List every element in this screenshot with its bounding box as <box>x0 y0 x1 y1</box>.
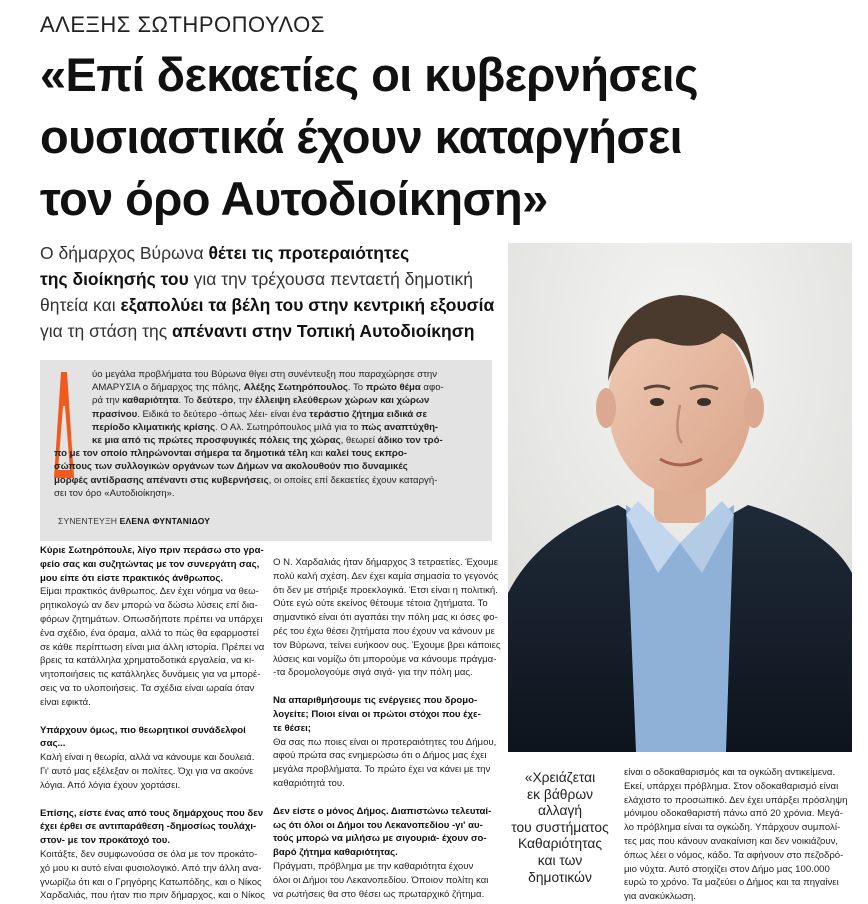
question-line: έχει έρθει σε αντιπαράθεση -δημοσίως τουλάχι- <box>40 821 257 833</box>
answer-line: Πράγματι, πρόβλημα με την καθαριότητα έχουν <box>273 860 474 872</box>
answer-line: Χαρδαλιάς, που ήταν πιο πριν δήμαρχος, και ο Νίκος <box>40 890 265 902</box>
bold-run: άδικο τον τρό- <box>377 435 443 447</box>
question-line: τε θέσει; <box>273 722 311 734</box>
question-line: Να απαριθμήσουμε τις ενέργειες που δρομο- <box>273 695 478 707</box>
intro-line <box>92 368 484 381</box>
intro-line <box>54 474 484 487</box>
text-run: θητεία και <box>40 295 121 315</box>
paragraph-gap <box>273 791 495 805</box>
text-run: . Ο Αλ. Σωτηρόπουλος μιλά για το <box>215 421 362 433</box>
bold-run: της διοίκησής του <box>40 269 189 289</box>
article-column-2 <box>273 556 501 901</box>
pull-quote-line: και των <box>537 852 583 868</box>
answer-line: -τα δρομολογούμε σιγά σιγά- για την πόλη μας. <box>273 667 473 679</box>
answer-line: τον Βύρωνα, τείνει ευήκοον ους. Έχουμε βρει κάποιες <box>273 639 501 651</box>
bold-run: εξαπολύει τα βέλη του στην κεντρική εξουσία <box>120 295 495 315</box>
answer-line: λο πρόβλημα είναι τα ογκώδη. Υπάρχουν συμπολί- <box>624 822 841 834</box>
answer-line: ρητικολογώ αν δεν μπορώ να δώσω λύσεις επί δια- <box>40 600 258 612</box>
answer-line: είναι εφικτά. <box>40 696 91 708</box>
pull-quote-line: δημοτικών <box>528 869 592 885</box>
question-line: σας... <box>40 738 66 750</box>
text-run: ρά την <box>92 395 123 407</box>
answer-line: ότι δεν με στήριξε προεκλογικά. Έτσι είναι η πολιτική. <box>273 584 498 596</box>
intro-line <box>92 421 484 434</box>
lede-line <box>40 318 492 344</box>
intro-line <box>54 487 484 500</box>
paragraph-gap <box>40 710 260 724</box>
text-run: , θεωρεί <box>340 435 378 447</box>
bold-run: πρώτο θέμα <box>365 382 421 394</box>
answer-line: Είμαι πρακτικός άνθρωπος. Δεν έχει νόημα να θεω- <box>40 586 259 598</box>
pull-quote-line: «Χρειάζεται <box>524 770 596 785</box>
text-run: αφο- <box>420 382 444 394</box>
text-run: . Το <box>347 382 366 394</box>
text-run: , οι οποίες επί δεκαετίες έχουν καταργή- <box>268 474 438 486</box>
answer-line: μιο νύχτα. Αυτό στοιχίζει στον Δήμο μας 100.000 <box>624 863 830 875</box>
bold-run: καθαριότητα <box>122 395 179 407</box>
text-run: για την τρέχουσα πενταετή δημοτική <box>188 269 474 289</box>
answer-line: όλοι οι Δήμοι του Λεκανοπεδίου. Όποιον πολίτη και <box>273 874 489 886</box>
answer-line: Θα σας πω ποιες είναι οι προτεραιότητες του Δήμου, <box>273 736 497 748</box>
bold-run: πώς αναπτύχθη- <box>361 421 439 433</box>
answer-line: ελάχιστο το προσωπικό. Δεν έχει υπάρξει πρόσληψη <box>624 794 848 806</box>
text-run: , την <box>233 395 256 407</box>
question-line: Δεν είστε ο μόνος Δήμος. Διαπιστώνω τελευταί- <box>273 805 492 817</box>
answer-line: Κοιτάξτε, δεν συμφωνούσα σε όλα με τον προκάτο- <box>40 848 258 860</box>
bold-run: πρασίνου <box>92 408 138 420</box>
lede-line <box>40 266 492 292</box>
paragraph-gap <box>273 680 495 694</box>
pull-quote <box>508 770 612 886</box>
question-line: βαρό ζήτημα καθαριότητας. <box>273 847 398 859</box>
bold-run: πο με τον οποίο πληρώνονται σήμερα τα δημοτικά τέλη <box>54 448 308 460</box>
answer-line: πολύ καλή σχέση. Δεν έχει καμία σημασία το γεγονός <box>273 570 499 582</box>
portrait-illustration <box>508 243 852 752</box>
author-name: ΑΛΕΞΗΣ ΣΩΤΗΡΟΠΟΥΛΟΣ <box>40 12 325 37</box>
answer-line: Ούτε εγώ ούτε εκείνος θέτουμε τέτοια ζητήματα. Το <box>273 598 488 610</box>
bold-run: θέτει τις προτεραιότητες <box>208 243 410 263</box>
answer-line: Γι' αυτό μας εξέλεξαν οι πολίτες. Όχι για να ακούνε <box>40 765 254 777</box>
answer-line: χό μου κι αυτό είναι φυσιολογικό. Από την άλλη ανα- <box>40 862 262 874</box>
bold-run: έλλειψη ελεύθερων χώρων και χώρων <box>255 395 430 407</box>
answer-line: μόνιμου οδοκαθαριστή πάνω από 20 χρόνια. Μεγά- <box>624 808 843 820</box>
answer-line: βρεις τα κατάλληλα χρηματοδοτικά εργαλεία, να κι- <box>40 655 255 667</box>
headline-line: «Επί δεκαετίες οι κυβερνήσεις <box>40 48 698 101</box>
intro-line <box>92 408 484 421</box>
text-run: σει τον όρο «Αυτοδιοίκηση». <box>54 487 175 499</box>
answer-line: νητοποιήσεις τις κατάλληλες δυνάμεις για να μπορέ- <box>40 669 261 681</box>
pull-quote-line: εκ βάθρων <box>527 786 593 802</box>
answer-line: για ανακύκλωση. <box>624 891 696 903</box>
answer-line: σεις να το υλοποιήσεις. Τα σχέδια είναι ωραία όταν <box>40 682 255 694</box>
mayor-portrait-photo <box>508 243 852 752</box>
answer-line: να ρωτήσεις θα στο θέσει ως πρωταρχικό ζήτημα. <box>273 888 485 900</box>
text-run: . Ειδικά το δεύτερο -όπως λέει- είναι ένα <box>137 408 310 420</box>
intro-line <box>92 434 484 447</box>
answer-line: ένα σχέδιο, ένα όραμα, αλλά το πώς θα εφαρμοστεί <box>40 627 259 639</box>
text-run: . Το <box>178 395 197 407</box>
answer-line: σημαντικό είναι ότι αγαπάει την πόλη μας κι όσες φο- <box>273 612 498 624</box>
lede-line <box>40 292 495 318</box>
pull-quote-line: του συστήματος <box>511 819 609 835</box>
answer-line: Εκεί, υπάρχει πρόβλημα. Στον οδοκαθαρισμό είναι <box>624 780 839 792</box>
bold-run: σώπους των συλλογικών οργάνων των Δήμων να ακολουθούν πιο δυναμικές <box>54 461 408 473</box>
answer-line: μεγάλα προβλήματα. Το πρώτο έχει να κάνει με την <box>273 764 491 776</box>
question-line: στον- με τον προκάτοχό του. <box>40 835 171 847</box>
question-line: Επίσης, είστε ένας από τους δημάρχους που δεν <box>40 807 264 819</box>
intro-line <box>92 394 484 407</box>
answer-line: όπως λέει ο νόμος, κάδο. Τα αφήνουν στο πεζοδρό- <box>624 849 844 861</box>
answer-line: είναι ο οδοκαθαρισμός και τα ογκώδη αντικείμενα. <box>624 767 836 778</box>
pull-quote-line: Καθαριότητας <box>517 836 603 852</box>
answer-line: γνωρίζω ότι και ο Γρηγόρης Κατωπόδης, και ο Νίκος <box>40 876 262 888</box>
text-run: και <box>307 448 326 460</box>
answer-line: καθαριότητά του. <box>273 777 345 789</box>
bold-run: κε μια από τις πρώτες προσφυγικές πόλεις της χώρας <box>92 435 341 447</box>
paragraph-gap <box>40 793 260 807</box>
answer-line: σε κάθε περίπτωση είναι μια άλλη ιστορία. Πρέπει να <box>40 641 265 653</box>
answer-line: λόγια. Από λόγια έχουν χορτάσει. <box>40 779 181 791</box>
bold-run: δεύτερο <box>196 395 234 407</box>
bold-run: τεράστιο ζήτημα ειδικά σε <box>309 408 428 420</box>
text-run: ΑΜΑΡΥΣΙΑ ο δήμαρχος της πόλης, <box>92 382 244 394</box>
article-column-3 <box>624 766 854 904</box>
bold-run: απέναντι στην Τοπική Αυτοδιοίκηση <box>172 321 475 341</box>
lede-paragraph <box>40 240 495 344</box>
intro-line <box>54 460 484 473</box>
answer-line: φόρων ζητημάτων. Οπωσδήποτε πρέπει να υπάρχει <box>40 613 263 625</box>
answer-line: λύσεις και νομίζω ότι μπορούμε να κάνουμε πράγμα- <box>273 653 497 665</box>
headline-line: ουσιαστικά έχουν καταργήσει <box>40 110 683 163</box>
answer-line: ευρώ το χρόνο. Τα μαζεύει ο Δήμος και τα πηγαίνει <box>624 877 839 889</box>
intro-paragraph <box>54 368 484 500</box>
answer-line: αφού πρώτα σας ενημερώσω ότι ο Δήμος μας έχει <box>273 750 487 762</box>
pull-quote-line: αλλαγή <box>537 803 583 819</box>
bold-run: Αλέξης Σωτηρόπουλος <box>243 382 348 394</box>
text-run: ύο μεγάλα προβλήματα του Βύρωνα θίγει στη συνέντευξη που παραχώρησε στην <box>92 369 437 380</box>
headline-line: τον όρο Αυτοδιοίκηση» <box>40 172 548 225</box>
intro-line <box>54 447 484 460</box>
answer-line: Ο Ν. Χαρδαλιάς ήταν δήμαρχος 3 τετραετίες. Έχουμε <box>273 557 499 568</box>
answer-line: ρές του έχω θέσει ζητήματα που έχουν να κάνουν με <box>273 625 495 637</box>
bold-run: μορφές αντίδρασης απέναντι στις κυβερνήσεις <box>54 474 269 486</box>
article-column-1 <box>40 544 265 903</box>
question-line: Υπάρχουν όμως, πιο θεωρητικοί συνάδελφοί <box>40 724 246 736</box>
bold-run: καλεί τους εκπρο- <box>325 448 407 460</box>
question-line: λογείτε; Ποιοι είναι οι πρώτοι στόχοι που έχε- <box>273 708 481 720</box>
lede-line <box>40 240 492 266</box>
question-line: μου είπε ότι είστε πρακτικός άνθρωπος. <box>40 572 224 584</box>
answer-line: τες μας που κάνουν ανακαίνιση και δεν νοικιάζουν, <box>624 835 839 847</box>
text-run: Ο δήμαρχος Βύρωνα <box>40 243 209 263</box>
text-run: για τη στάση της <box>40 321 173 341</box>
headline <box>40 44 840 230</box>
bold-run: περίοδο κλιματικής κρίσης <box>92 421 215 433</box>
answer-line: Καλή είναι η θεωρία, αλλά να κάνουμε και δουλειά. <box>40 752 255 764</box>
question-line: τούς μπορώ να μιλήσω με σιγουριά- έχουν σο- <box>273 833 487 845</box>
question-line: φείο σας και συζητώντας με τον συνεργάτη σας, <box>40 558 260 570</box>
byline-credit: ΣΥΝΕΝΤΕΥΞΗ ΕΛΕΝΑ ΦΥΝΤΑΝΙΔΟΥ <box>58 516 211 526</box>
intro-line <box>92 381 484 394</box>
question-line: Κύριε Σωτηρόπουλε, λίγο πριν περάσω στο γρα- <box>40 545 264 556</box>
question-line: ως ότι όλοι οι Δήμοι του Λεκανοπεδίου -γι' αυ- <box>273 819 483 831</box>
